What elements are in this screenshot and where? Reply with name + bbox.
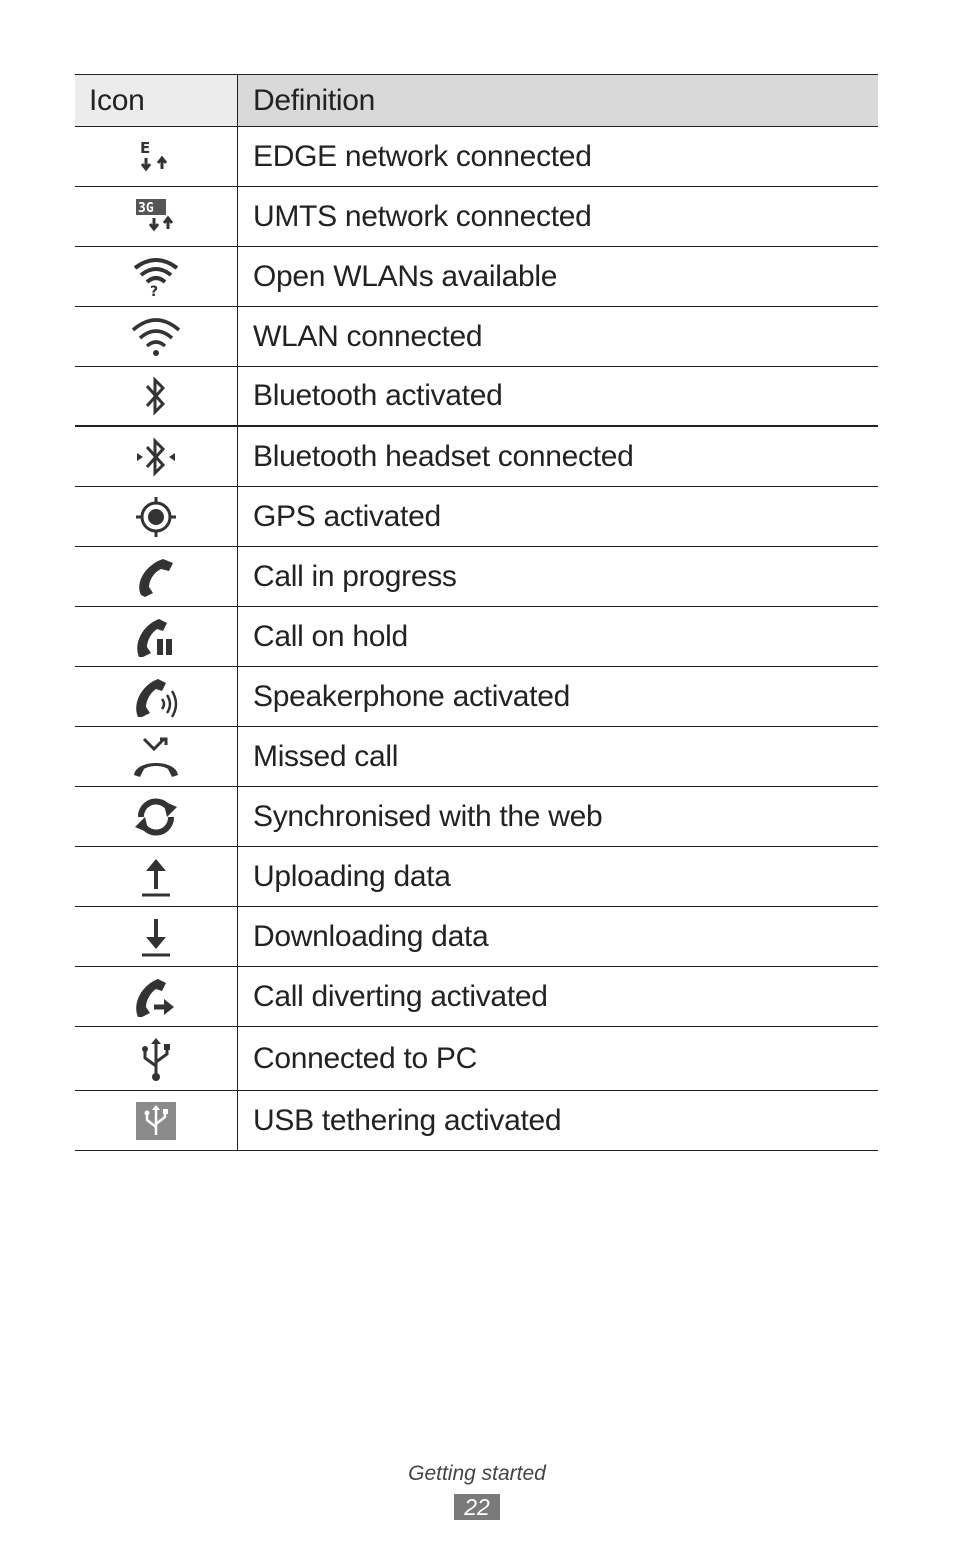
row-definition: Call in progress [253,559,457,593]
table-row [75,1091,878,1151]
row-definition: WLAN connected [253,319,483,353]
table-row [75,547,878,607]
bluetooth-icon [141,374,171,418]
umts-network-icon [132,197,180,237]
row-definition: Call on hold [253,619,408,653]
row-definition: Connected to PC [253,1041,477,1075]
row-definition: Call diverting activated [253,979,548,1013]
row-definition: GPS activated [253,499,441,533]
speakerphone-icon [132,675,180,719]
table-row [75,607,878,667]
row-definition: Uploading data [253,859,451,893]
row-definition: Bluetooth activated [253,379,503,412]
call-on-hold-icon [133,615,179,659]
table-row [75,727,878,787]
missed-call-icon [132,735,180,779]
svg-text:?: ? [150,283,159,298]
table-row [75,667,878,727]
call-divert-icon [132,975,180,1019]
header-icon-label: Icon [89,83,145,117]
page-number: 22 [454,1494,500,1520]
svg-text:E: E [140,138,151,157]
table-row [75,187,878,247]
open-wlan-icon [131,256,181,298]
header-definition-cell [238,75,878,126]
row-definition: Downloading data [253,919,489,953]
table-row [75,847,878,907]
table-row [75,967,878,1027]
download-icon [138,915,174,959]
table-header [75,75,878,127]
row-definition: Missed call [253,739,399,773]
usb-icon [139,1036,173,1082]
gps-icon [134,495,178,539]
row-definition: UMTS network connected [253,199,592,233]
header-icon-cell [75,75,238,126]
row-definition: USB tethering activated [253,1103,562,1137]
bluetooth-headset-icon [135,435,177,479]
table-row [75,787,878,847]
footer-section-title: Getting started [408,1462,546,1485]
upload-icon [138,855,174,899]
sync-icon [131,795,181,839]
table-row [75,247,878,307]
edge-network-icon [134,137,178,177]
table-row [75,1027,878,1091]
table-row [75,367,878,427]
table-row [75,487,878,547]
row-definition: EDGE network connected [253,139,592,173]
table-row [75,307,878,367]
row-definition: Bluetooth headset connected [253,439,634,473]
table-row [75,127,878,187]
table-row [75,907,878,967]
row-definition: Speakerphone activated [253,679,570,713]
wlan-connected-icon [130,316,182,358]
call-in-progress-icon [133,555,179,599]
row-definition: Open WLANs available [253,259,558,293]
row-definition: Synchronised with the web [253,799,603,833]
header-definition-label: Definition [253,83,376,117]
usb-tethering-icon [135,1101,177,1141]
table-row [75,427,878,487]
svg-text:3G: 3G [138,200,154,216]
icon-definition-table [75,74,878,1151]
